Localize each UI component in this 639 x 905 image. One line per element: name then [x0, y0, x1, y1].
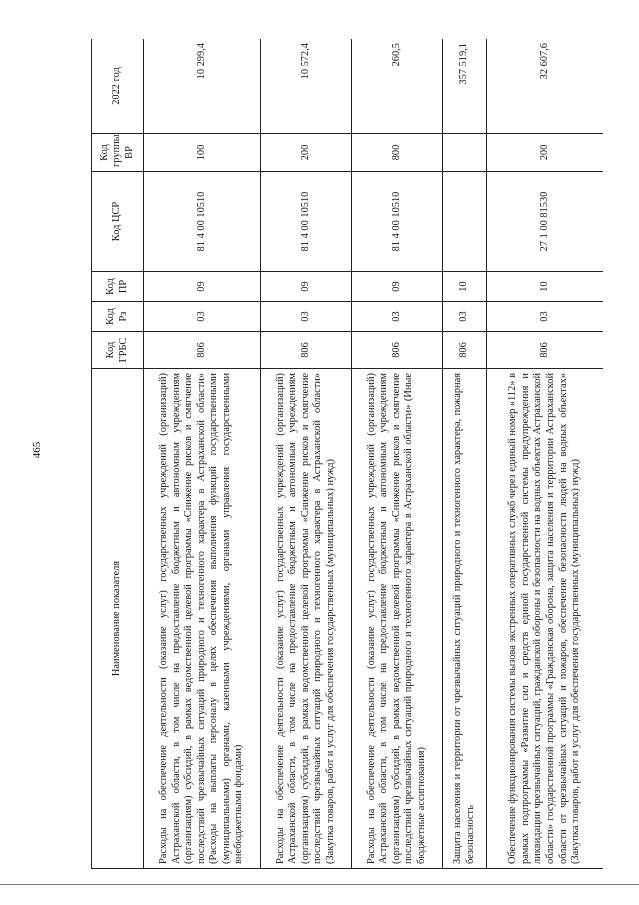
table-frame — [91, 39, 603, 869]
header-vr: Код группы ВР — [92, 134, 144, 172]
row-name: Обеспечение функционирования системы вызова экстренных оперативных служб через единый номер «112» в рамках подпрограммы «Развитие сил и средств единой государственной системы предупреждения и ликвидации чрезвычайных ситуаций, гражданской обороны и безопасности на водных объектах Астраханской области» государственной программы «Гражданская оборона, защита населения и территории Астраханской области от чрезвычайных ситуаций и пожаров, обеспечение безопасности людей на водных объектах» (Закупка товаров, работ и услуг для обеспечения государственных (муниципальных) нужд) — [487, 369, 604, 869]
row-name: Защита населения и территории от чрезвычайных ситуаций природного и техногенного характера, пожарная безопасность — [443, 369, 487, 869]
row-amount: 260,5 — [352, 39, 443, 134]
header-grbs: Код ГРБС — [92, 332, 144, 369]
row-pr: 09 — [144, 272, 261, 302]
row-pr: 09 — [352, 272, 443, 302]
header-rz: Код Рз — [92, 302, 144, 332]
page-number: 465 — [31, 441, 43, 459]
budget-table — [91, 39, 603, 869]
row-csr — [443, 172, 487, 272]
row-grbs: 806 — [261, 332, 352, 369]
row-rz: 03 — [352, 302, 443, 332]
row-vr: 100 — [144, 134, 261, 172]
row-csr: 81 4 00 10510 — [352, 172, 443, 272]
table-row — [443, 39, 487, 869]
row-rz: 03 — [443, 302, 487, 332]
row-vr: 800 — [352, 134, 443, 172]
row-name: Расходы на обеспечение деятельности (оказание услуг) государственных учреждений (организаций) Астраханской области, в том числе на предоставление бюджетным и автономным учреждениям (организациям) субсидий, в рамках ведомственной целевой программы «Снижение рисков и смягчение последствий чрезвычайных ситуаций природного и техногенного характера в Астраханской области» (Закупка товаров, работ и услуг для обеспечения государственных (муниципальных) нужд) — [261, 369, 352, 869]
table-row — [352, 39, 443, 869]
row-vr — [443, 134, 487, 172]
row-grbs: 806 — [144, 332, 261, 369]
row-amount: 10 572,4 — [261, 39, 352, 134]
table-row — [487, 39, 604, 869]
row-pr: 10 — [487, 272, 604, 302]
row-pr: 10 — [443, 272, 487, 302]
row-grbs: 806 — [443, 332, 487, 369]
table-row — [144, 39, 261, 869]
row-rz: 03 — [144, 302, 261, 332]
table-row — [261, 39, 352, 869]
rotated-table-wrapper — [91, 39, 603, 869]
row-vr: 200 — [261, 134, 352, 172]
row-name: Расходы на обеспечение деятельности (оказание услуг) государственных учреждений (организаций) Астраханской области, в том числе на предоставление бюджетным и автономным учреждениям (организациям) субсидий, в рамках ведомственной целевой программы «Снижение рисков и смягчение последствий чрезвычайных ситуаций природного и техногенного характера в Астраханской области» (Иные бюджетные ассигнования) — [352, 369, 443, 869]
row-amount: 32 607,6 — [487, 39, 604, 134]
row-vr: 200 — [487, 134, 604, 172]
bottom-divider — [0, 884, 639, 885]
row-rz: 03 — [487, 302, 604, 332]
row-grbs: 806 — [352, 332, 443, 369]
row-name: Расходы на обеспечение деятельности (оказание услуг) государственных учреждений (организаций) Астраханской области, в том числе на предоставление бюджетным и автономным учреждениям (организациям) субсидий, в рамках ведомственной целевой программы «Снижение рисков и смягчение последствий чрезвычайных ситуаций природного и техногенного характера в Астраханской области» (Расходы на выплаты персоналу в целях обеспечения выполнения функций государственными (муниципальными) органами, казенными учреждениями, органами управления государственными внебюджетными фондами) — [144, 369, 261, 869]
header-csr: Код ЦСР — [92, 172, 144, 272]
row-amount: 10 299,4 — [144, 39, 261, 134]
row-csr: 27 1 00 81530 — [487, 172, 604, 272]
header-year: 2022 год — [92, 39, 144, 134]
header-name: Наименование показателя — [92, 369, 144, 869]
row-csr: 81 4 00 10510 — [261, 172, 352, 272]
row-grbs: 806 — [487, 332, 604, 369]
row-pr: 09 — [261, 272, 352, 302]
row-rz: 03 — [261, 302, 352, 332]
row-csr: 81 4 00 10510 — [144, 172, 261, 272]
header-pr: Код ПР — [92, 272, 144, 302]
table-header-row — [92, 39, 144, 869]
row-amount: 357 519,1 — [443, 39, 487, 134]
